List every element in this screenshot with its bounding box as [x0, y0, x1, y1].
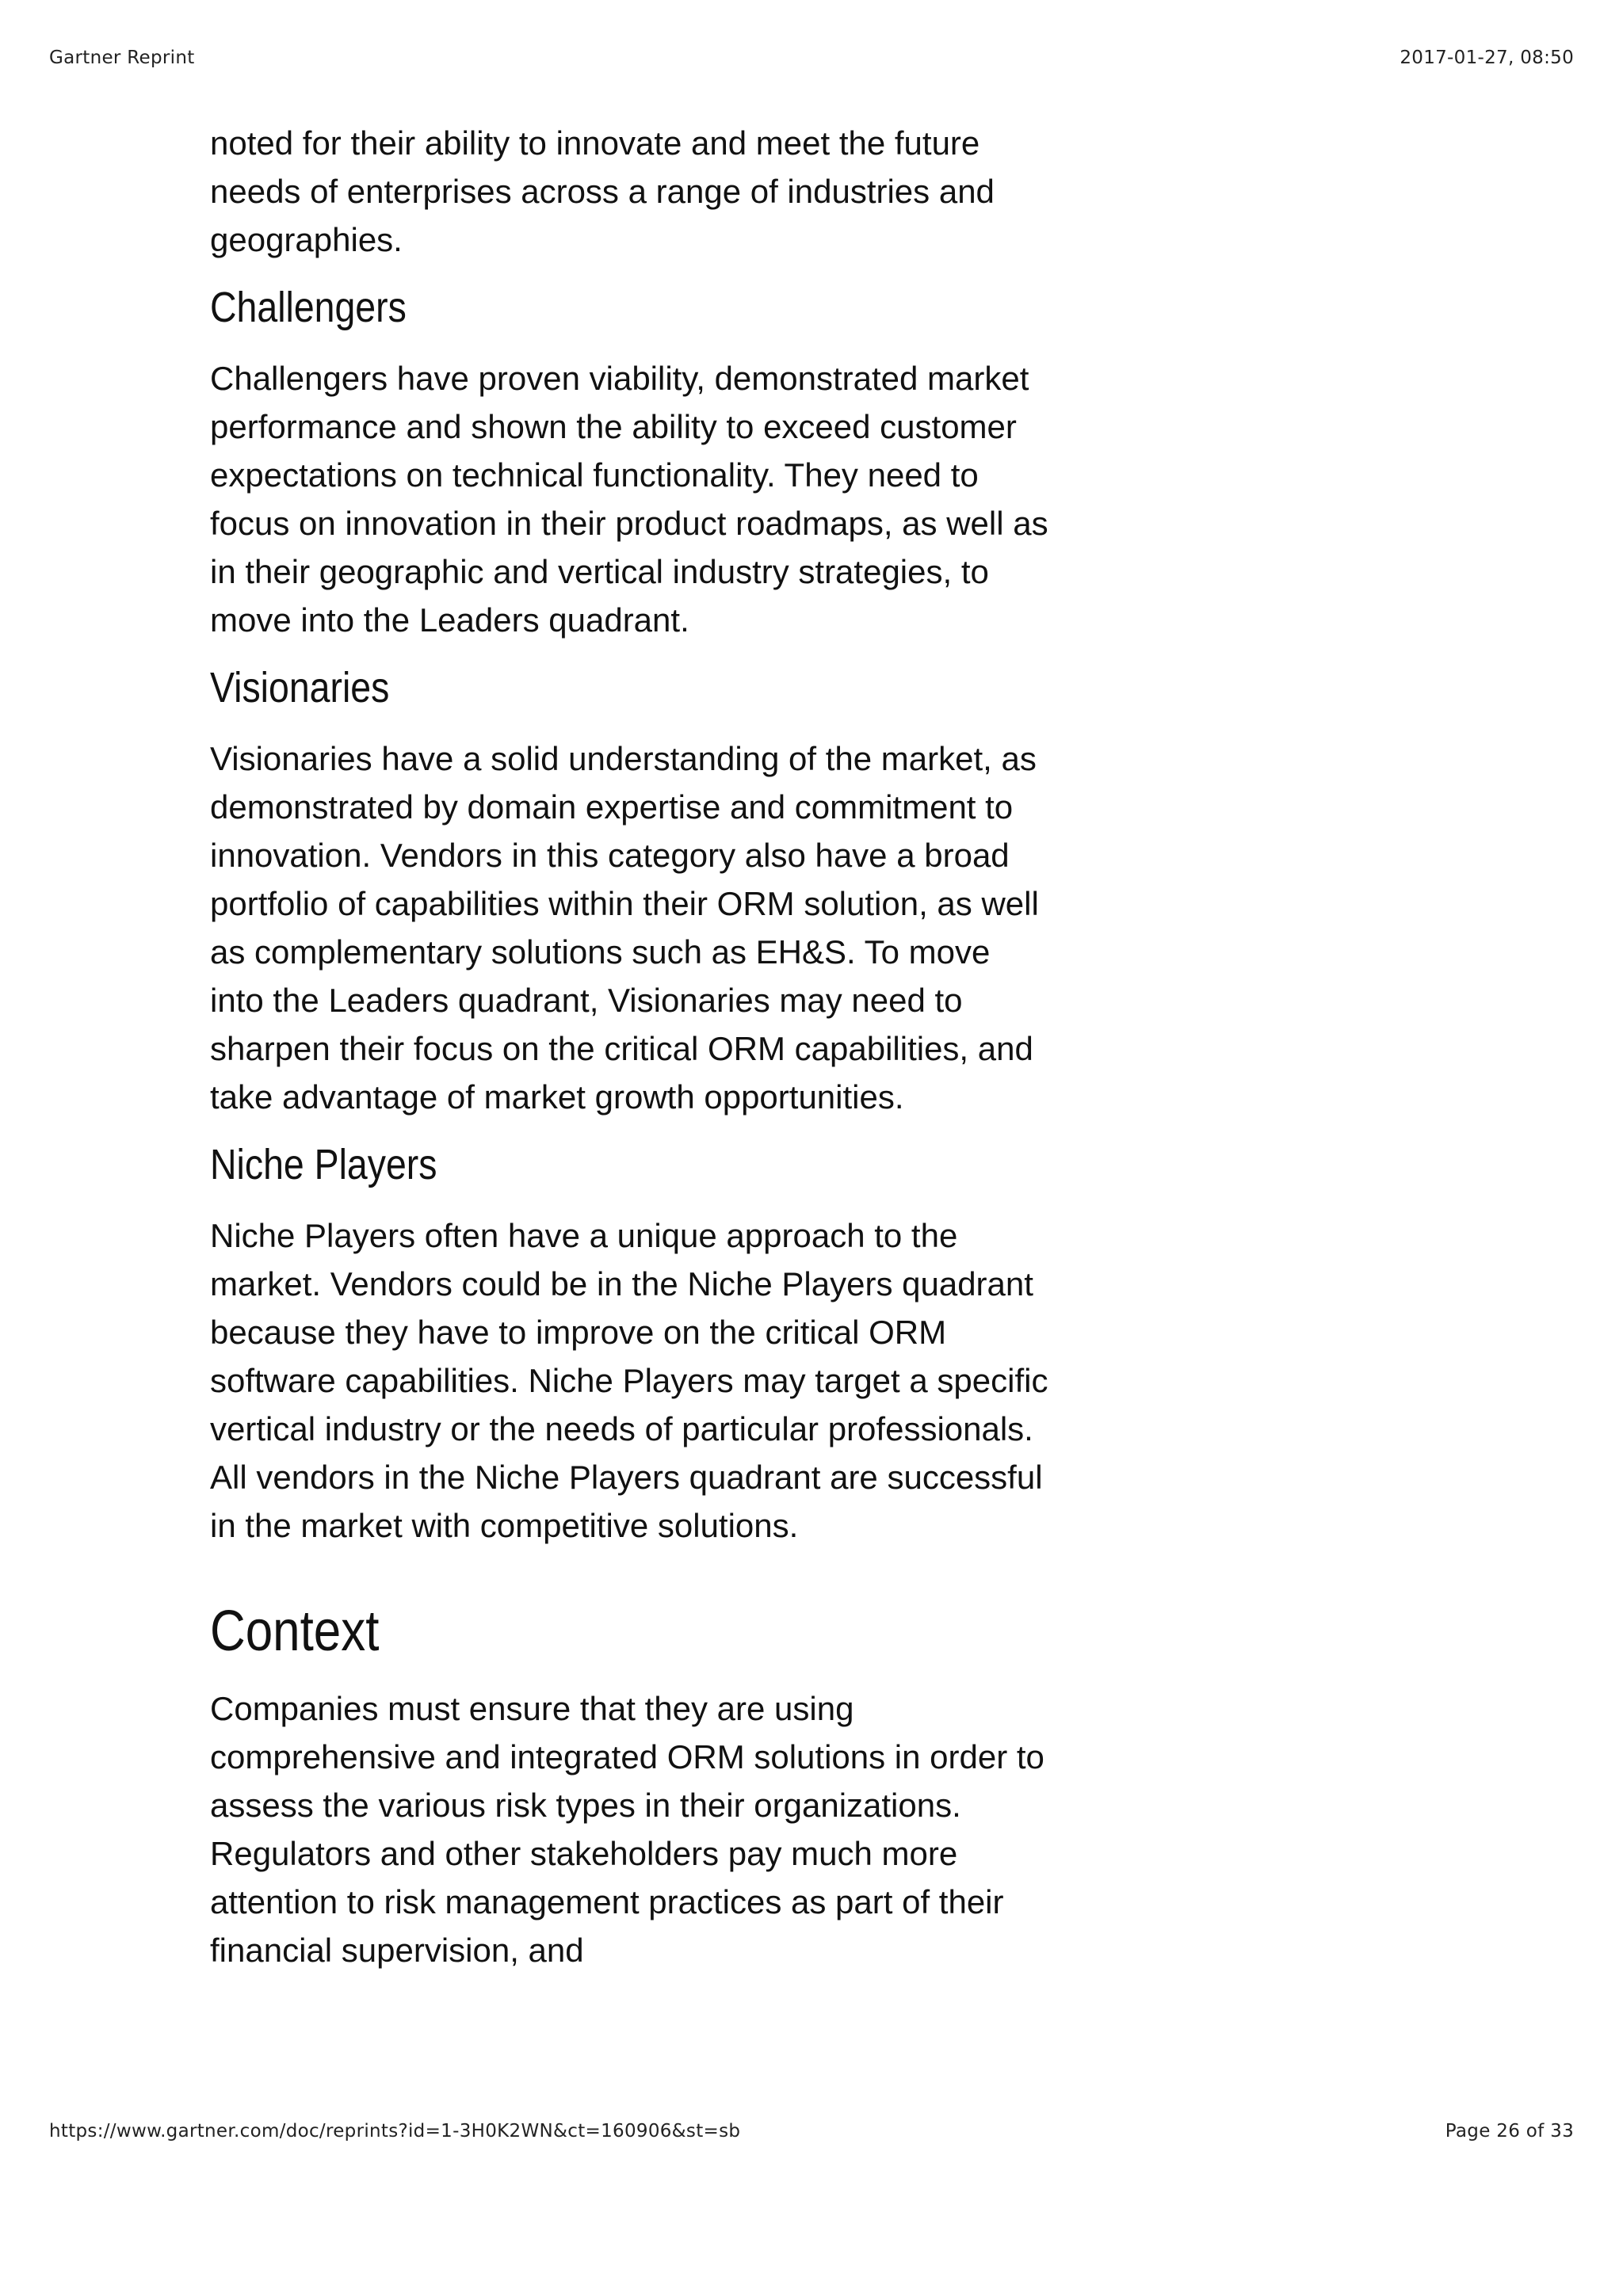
context-paragraph: Companies must ensure that they are using comprehensive and integrated ORM solutions in order to assess the various risk types in their organizations. Regulators and other stakeholders pay much more attention to risk management practices as part of their financial supervision, and	[210, 1690, 1044, 1969]
footer-page-number: Page 26 of 33	[1445, 2121, 1574, 2142]
document-body	[210, 119, 1050, 1974]
context-heading: Context	[210, 1600, 380, 1663]
visionaries-paragraph: Visionaries have a solid understanding of the market, as demonstrated by domain expertise and commitment to innovation. Vendors in this category also have a broad portfolio of capabilities within their ORM solution, as well as complementary solutions such as EH&S. To move into the Leaders quadrant, Visionaries may need to sharpen their focus on the critical ORM capabilities, and take advantage of market growth opportunities.	[210, 740, 1039, 1116]
footer-url: https://www.gartner.com/doc/reprints?id=1-3H0K2WN&ct=160906&st=sb	[49, 2121, 741, 2142]
intro-paragraph: noted for their ability to innovate and meet the future needs of enterprises across a range of industries and geographies.	[210, 124, 995, 258]
niche-players-heading: Niche Players	[210, 1141, 437, 1188]
visionaries-heading: Visionaries	[210, 664, 390, 711]
print-footer	[49, 2121, 1574, 2145]
header-source: Gartner Reprint	[49, 48, 195, 68]
header-timestamp: 2017-01-27, 08:50	[1400, 48, 1574, 68]
challengers-heading: Challengers	[210, 284, 407, 331]
niche-players-paragraph: Niche Players often have a unique approach to the market. Vendors could be in the Niche Players quadrant because they have to improve on the critical ORM software capabilities. Niche Players may target a specific vertical industry or the needs of particular professionals. All vendors in the Niche Players quadrant are successful in the market with competitive solutions.	[210, 1217, 1048, 1544]
challengers-paragraph: Challengers have proven viability, demonstrated market performance and shown the ability to exceed customer expectations on technical functionality. They need to focus on innovation in their product roadmaps, as well as in their geographic and vertical industry strategies, to move into the Leaders quadrant.	[210, 360, 1048, 639]
print-header	[49, 48, 1574, 71]
